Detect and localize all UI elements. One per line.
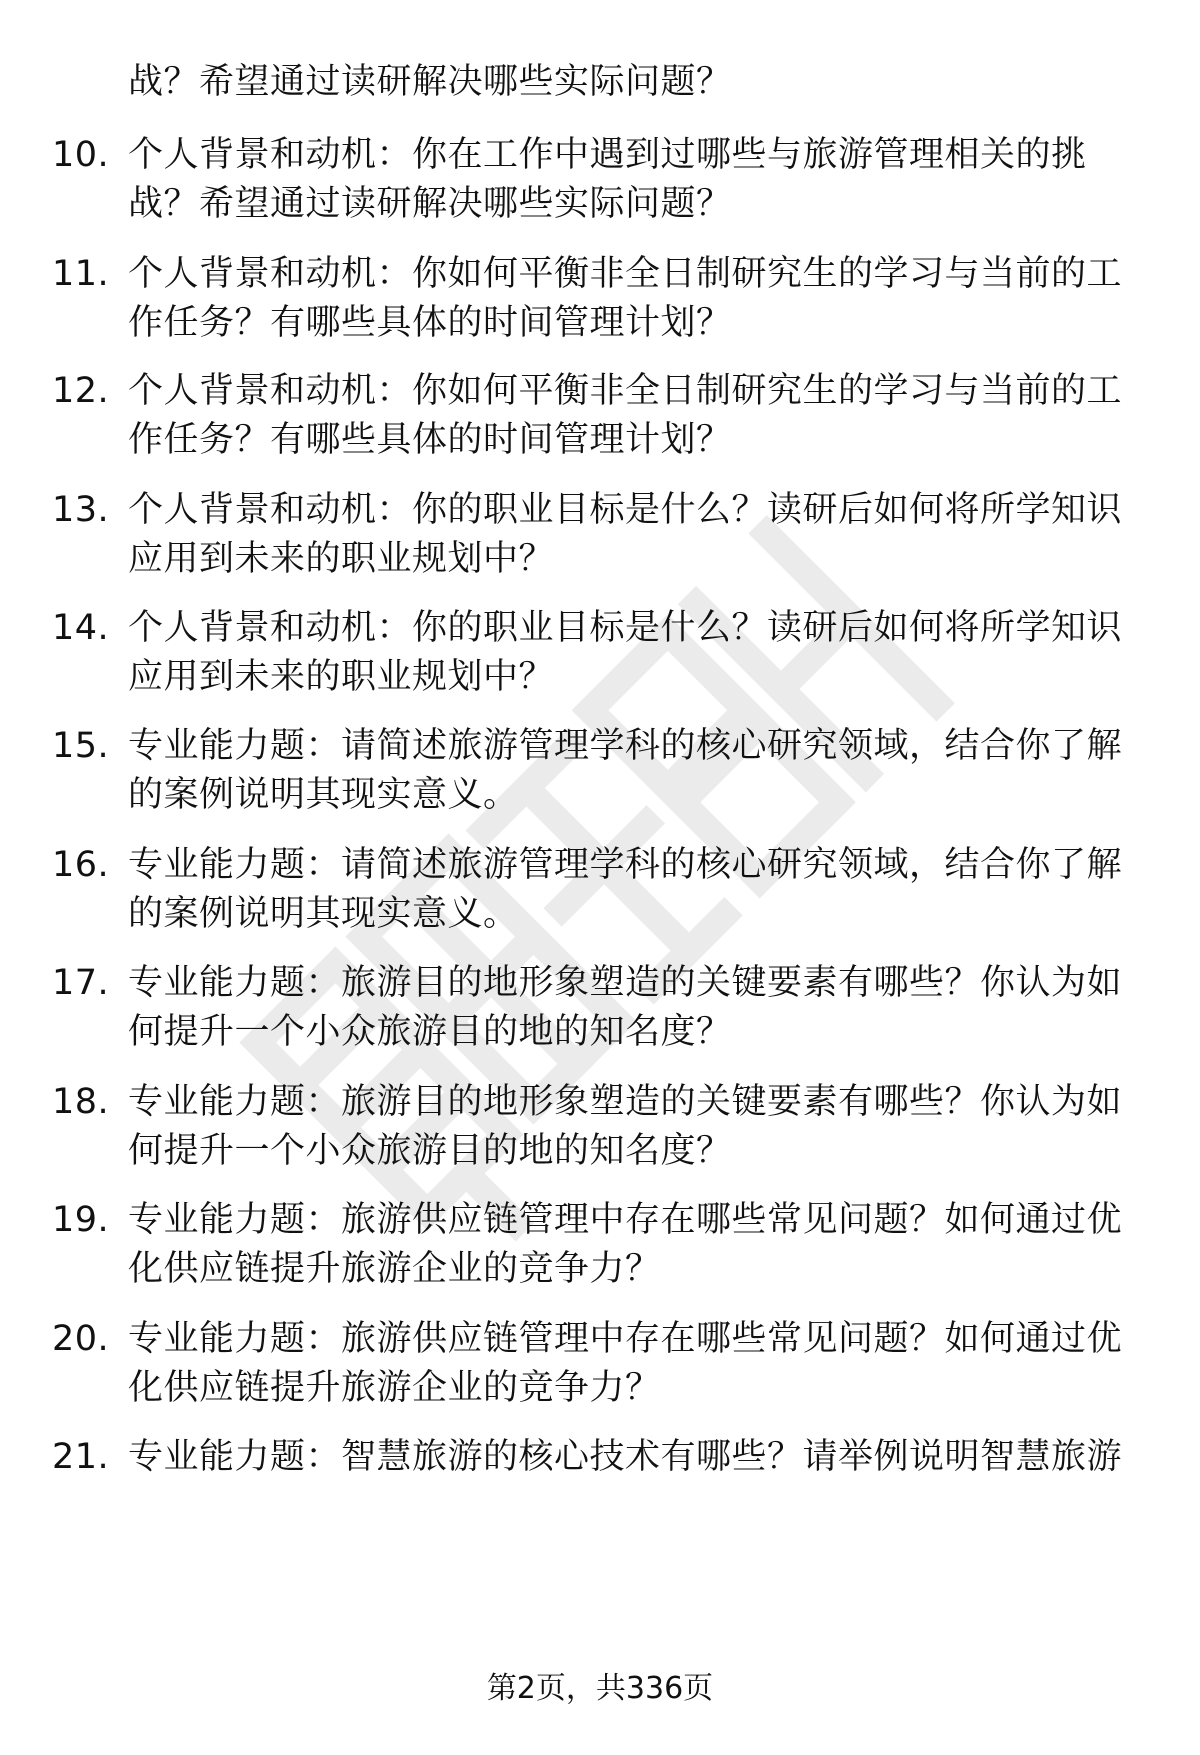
question-number: 17. — [52, 963, 110, 1003]
question-number: 11. — [52, 254, 110, 294]
question-number: 19. — [52, 1200, 110, 1240]
question-text: 专业能力题：请简述旅游管理学科的核心研究领域，结合你了解的案例说明其现实意义。 — [128, 726, 1123, 815]
question-text: 专业能力题：旅游供应链管理中存在哪些常见问题？如何通过优化供应链提升旅游企业的竞争力？ — [128, 1200, 1123, 1289]
question-number: 13. — [52, 490, 110, 530]
question-text: 个人背景和动机：你在工作中遇到过哪些与旅游管理相关的挑战？希望通过读研解决哪些实际问题？ — [128, 135, 1087, 224]
question-text: 专业能力题：请简述旅游管理学科的核心研究领域，结合你了解的案例说明其现实意义。 — [128, 845, 1123, 934]
question-text: 个人背景和动机：你的职业目标是什么？读研后如何将所学知识应用到未来的职业规划中？ — [128, 608, 1123, 697]
question-number: 18. — [52, 1082, 110, 1122]
question-number: 21. — [52, 1437, 110, 1477]
question-number: 20. — [52, 1319, 110, 1359]
question-number: 10. — [52, 135, 110, 175]
question-text: 个人背景和动机：你如何平衡非全日制研究生的学习与当前的工作任务？有哪些具体的时间管理计划？ — [128, 371, 1123, 460]
question-text: 专业能力题：智慧旅游的核心技术有哪些？请举例说明智慧旅游 — [128, 1437, 1123, 1477]
page-footer: 第2页，共336页 — [486, 1671, 714, 1706]
question-text: 专业能力题：旅游目的地形象塑造的关键要素有哪些？你认为如何提升一个小众旅游目的地的知名度？ — [128, 963, 1123, 1052]
question-number: 14. — [52, 608, 110, 648]
question-number: 16. — [52, 845, 110, 885]
question-text: 专业能力题：旅游供应链管理中存在哪些常见问题？如何通过优化供应链提升旅游企业的竞争力？ — [128, 1319, 1123, 1408]
question-text: 专业能力题：旅游目的地形象塑造的关键要素有哪些？你认为如何提升一个小众旅游目的地的知名度？ — [128, 1082, 1123, 1171]
question-text: 个人背景和动机：你如何平衡非全日制研究生的学习与当前的工作任务？有哪些具体的时间管理计划？ — [128, 254, 1123, 343]
question-text: 个人背景和动机：你的职业目标是什么？读研后如何将所学知识应用到未来的职业规划中？ — [128, 490, 1123, 579]
question-number: 12. — [52, 371, 110, 411]
continued-question-text: 战？希望通过读研解决哪些实际问题？ — [128, 62, 732, 102]
question-number: 15. — [52, 726, 110, 766]
